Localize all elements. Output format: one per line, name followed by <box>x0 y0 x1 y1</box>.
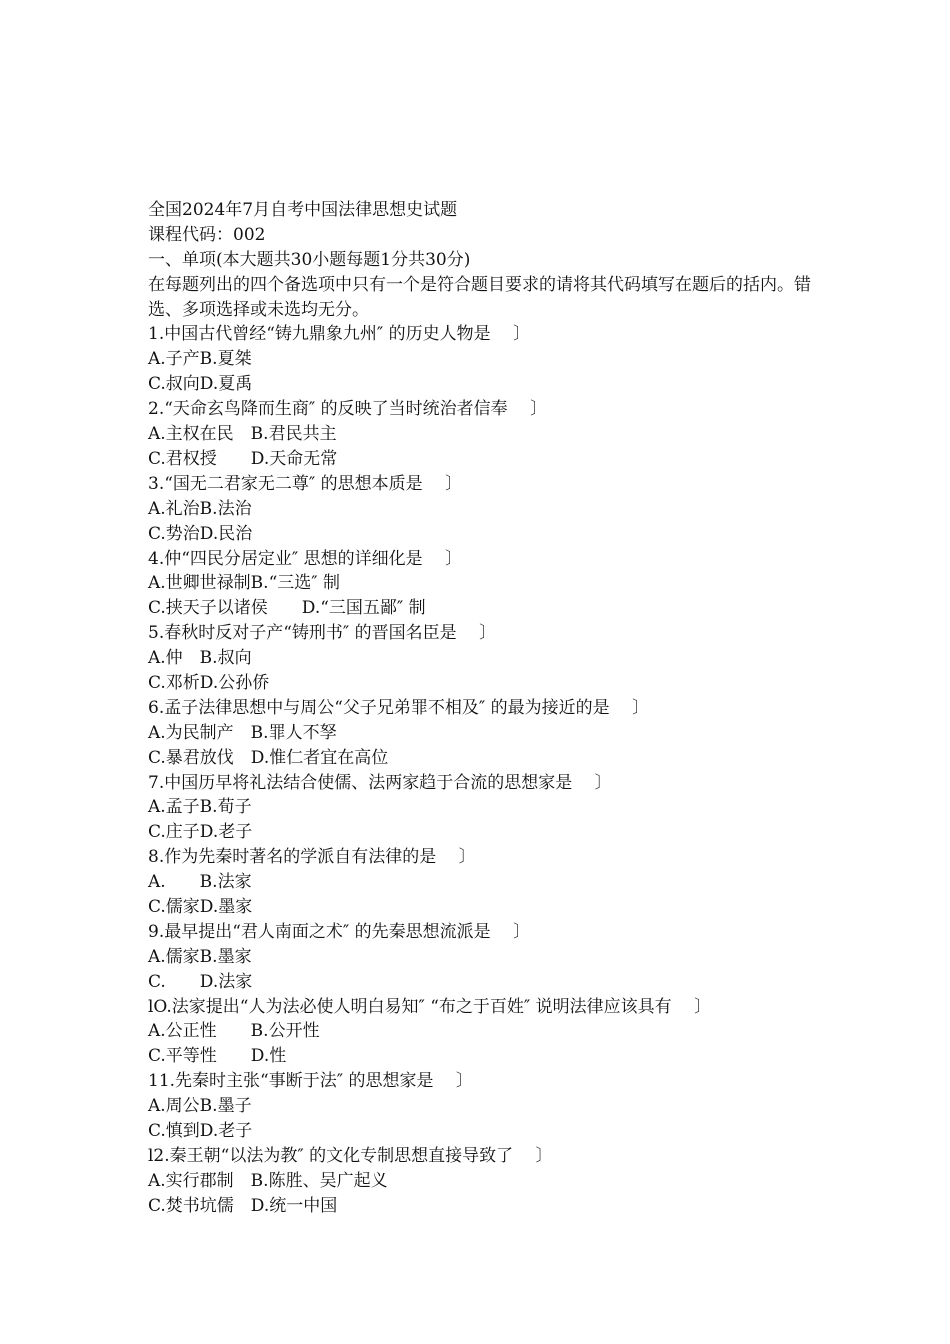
question-stem: 6.孟子法律思想中与周公“父子兄弟罪不相及″ 的最为接近的是 〕 <box>148 697 650 718</box>
question-item <box>148 472 828 547</box>
question-options-row: C.儒家D.墨家 <box>148 896 253 917</box>
question-options-row: A.仲 B.叔向 <box>148 648 252 669</box>
question-item <box>148 920 828 995</box>
instructions: 在每题列出的四个备选项中只有一个是符合题目要求的请将其代码填写在题后的括内。错选、多项选择或未选均无分。 <box>148 274 811 320</box>
question-options-row: A.周公B.墨子 <box>148 1096 252 1117</box>
question-item <box>148 621 828 696</box>
course-code: 课程代码：002 <box>148 224 266 245</box>
question-item <box>148 845 828 920</box>
question-item <box>148 1144 828 1219</box>
question-options-row: C.挟天子以诸侯 D.“三国五鄙″ 制 <box>148 598 426 619</box>
exam-content <box>148 198 828 1219</box>
question-stem: 2.“天命玄鸟降而生商″ 的反映了当时统治者信奉 〕 <box>148 399 548 420</box>
exam-title: 全国2024年7月自考中国法律思想史试题 <box>148 200 458 220</box>
question-options-row: A.儒家B.墨家 <box>148 946 252 967</box>
question-options-row: A. B.法家 <box>148 872 252 893</box>
question-stem: 3.“国无二君家无二尊″ 的思想本质是 〕 <box>148 473 463 494</box>
question-stem: 5.春秋时反对子产“铸刑书″ 的晋国名臣是 〕 <box>148 623 497 644</box>
question-item <box>148 771 828 846</box>
section-heading: 一、单项(本大题共30小题每题1分共30分) <box>148 249 471 270</box>
question-item <box>148 1069 828 1144</box>
question-options-row: C.焚书坑儒 D.统一中国 <box>148 1195 338 1216</box>
question-options-row: C.叔向D.夏禹 <box>148 374 253 395</box>
question-options-row: C.慎到D.老子 <box>148 1120 253 1141</box>
question-options-row: A.礼治B.法治 <box>148 498 252 519</box>
question-options-row: A.子产B.夏桀 <box>148 349 252 370</box>
question-stem: 4.仲“四民分居定业″ 思想的详细化是 〕 <box>148 548 463 569</box>
question-options-row: A.主权在民 B.君民共主 <box>148 424 337 445</box>
question-stem: lO.法家提出“人为法必使人明白易知″ “布之于百姓″ 说明法律应该具有 〕 <box>148 996 712 1017</box>
question-item <box>148 322 828 397</box>
question-stem: 8.作为先秦时著名的学派自有法律的是 〕 <box>148 847 476 868</box>
question-stem: 7.中国历早将礼法结合使儒、法两家趋于合流的思想家是 〕 <box>148 772 612 793</box>
question-stem: 1.中国古代曾经“铸九鼎象九州″ 的历史人物是 〕 <box>148 324 531 345</box>
question-item <box>148 696 828 771</box>
question-options-row: C. D.法家 <box>148 971 253 992</box>
question-options-row: A.公正性 B.公开性 <box>148 1021 320 1042</box>
question-options-row: C.邓析D.公孙侨 <box>148 672 270 693</box>
question-options-row: C.势治D.民治 <box>148 523 253 544</box>
question-stem: 9.最早提出“君人南面之术″ 的先秦思想流派是 〕 <box>148 921 531 942</box>
question-item <box>148 995 828 1070</box>
question-options-row: A.实行郡制 B.陈胜、吴广起义 <box>148 1170 388 1191</box>
question-options-row: C.平等性 D.性 <box>148 1046 287 1067</box>
question-options-row: A.孟子B.荀子 <box>148 797 252 818</box>
question-item <box>148 547 828 622</box>
question-options-row: C.暴君放伐 D.惟仁者宜在高位 <box>148 747 389 768</box>
question-stem: 11.先秦时主张“事断于法″ 的思想家是 〕 <box>148 1071 473 1092</box>
question-options-row: C.庄子D.老子 <box>148 822 253 843</box>
question-item <box>148 397 828 472</box>
question-options-row: A.为民制产 B.罪人不孥 <box>148 722 337 743</box>
question-options-row: C.君权授 D.天命无常 <box>148 448 338 469</box>
question-stem: l2.秦王朝“以法为教″ 的文化专制思想直接导致了 〕 <box>148 1145 553 1166</box>
question-options-row: A.世卿世禄制B.“三选″ 制 <box>148 573 341 594</box>
question-list <box>148 322 828 1218</box>
